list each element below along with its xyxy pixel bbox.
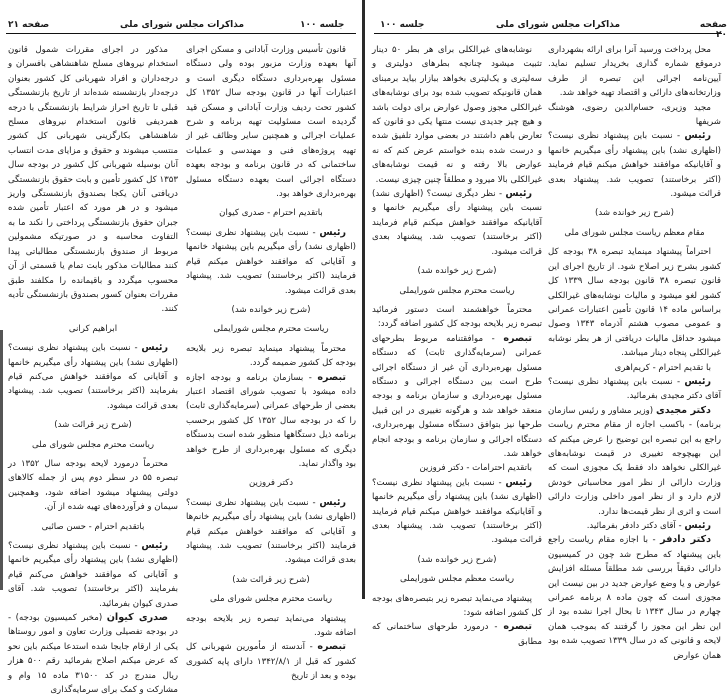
speech-text: - نسبت باین پیشنهاد نظری نیست؟ (اظهاری نشد) باین پیشنهاد رأی میگیریم خانمها و آقایانیکه موافقند خواهش میکنم قیام فرمایند (اکثر برخاستند) تصویب شد. پیشنهاد بعدی قرائت میشود. [548, 131, 721, 200]
centered-heading: ریاست محترم مجلس شورای ملی [32, 439, 154, 450]
speaker-paragraph [548, 129, 721, 201]
speech-text: - بسازمان برنامه و بودجه اجازه داده میشود با تصویب شورای اقتصاد اعتبار بعضی از طرحهای عمرانی (سرمایه‌گذاری ثابت) را که در بودجه سال ۱۳۵۲ کل کشور برحسب برنامه ذیل دستگاهها منظور شده است بدستگاه دیگری که مسئول بهره‌برداری از طرح خواهد بود واگذار نماید. [186, 372, 356, 469]
speech-text: - نسبت باین پیشنهاد نظری نیست؟ (اظهاری نشد) باین پیشنهاد رأی میگیریم خانمها و آقایانی که موافقند خواهش می‌کنم قیام بفرمایند (اکثر برخاستند) تصویب شد. آقای صدری کیوان بفرمائید. [8, 541, 178, 609]
speaker-paragraph [186, 371, 356, 472]
centered-heading: (شرح زیر قرائت شد) [232, 574, 310, 585]
centered-heading: ریاست معظم مجلس شورایملی [399, 574, 514, 585]
paragraph: نوشابه‌های غیرالکلی برای هر بطر ۵۰ دینار تثبیت میشود چنانچه بطرهای دولیتری و سه‌لیتری و یک‌لیتری بخواهد ببازار بیاید برمبنای همان قانونیکه تصویب شده بود برای نوشابه‌های غیرالکلی مجوز وصول عوارض برای دولت باشد و هیچ چیز جدیدی نیست منتها یکی دو قانون که تعارض باهم داشتند در بعضی موارد تلفیق شده و درست شده بنده خواستم عرض کنم که نه عوارض بالا رفته و نه قیمت نوشابه‌های غیرالکلی بالا میرود و مطلقاً چنین چیزی نیست. [372, 45, 542, 185]
speaker-name: رئیس [684, 375, 711, 387]
speaker-paragraph [548, 533, 721, 663]
speaker-name: تبصره [503, 332, 532, 344]
speaker-name: رئیس [319, 496, 346, 508]
speaker-name: دکتر مجیدی [656, 404, 711, 416]
speaker-paragraph [186, 640, 356, 683]
centered-heading: ریاست محترم مجلس شورایملی [399, 285, 515, 296]
speaker-name: تبصره [317, 371, 346, 383]
speaker-paragraph [548, 375, 721, 404]
speaker-paragraph [372, 187, 542, 259]
centered-heading: (شرح زیر خوانده شد) [231, 304, 311, 315]
speech-text: - درمورد طرحهای ساختمانی که مطابق [372, 622, 542, 647]
speech-text: - آقای دکتر دادفر بفرمائید. [586, 521, 685, 531]
paragraph: قانون تأسیس وزارت آبادانی و مسکن اجرای آنها بعهده وزارت مزبور بوده ولی دستگاه مسئول بهره‌برداری دستگاه دیگری است و اعتبارات آنها در قانون بودجه سال ۱۳۵۲ کل کشور تحت ردیف وزارت آبادانی و مسکن قید گردیده است مسئولیت تهیه برنامه و شرح عملیات اجرائی و همچنین سایر وظائف غیر از تهیه پروژه‌های فنی و مهندسی و عملیات ساختمانی که در قانون برنامه و بودجه بعهده دستگاه اجرائی است بعهده دستگاه مسئول بهره‌برداری خواهد بود. [186, 45, 356, 200]
speaker-paragraph [186, 496, 356, 568]
speech-text: - موافقتنامه مربوط بطرحهای عمرانی (سرمایه‌گذاری ثابت) که دستگاه مسئول بهره‌برداری آن غیر از دستگاه اجرائی طرح است بین دستگاه اجرائی و دستگاه مسئول بهره‌برداری و سازمان برنامه و بودجه منعقد خواهد شد و هرگونه تغییری در این قبیل طرحها نیز بتوافق دستگاه مسئول بهره‌برداری، دستگاه اجرائی و سازمان برنامه و بودجه انجام خواهد شد. [372, 333, 542, 459]
speech-text: - نسبت باین پیشنهاد نظری نیست؟ (اظهاری نشد) باین پیشنهاد رأی میگیریم خانمها و آقایانیکه موافقند خواهش میکنم قیام فرمایند (اکثر برخاستند) تصویب شد. پیشنهاد بعدی قرائت میشود. [372, 477, 542, 546]
page-20 [366, 0, 727, 661]
speaker-name: رئیس [684, 520, 711, 531]
speaker-name: رئیس [319, 226, 346, 238]
page-21 [0, 0, 362, 696]
speaker-name: رئیس [505, 188, 532, 200]
paragraph: محترماً خواهشمند است دستور فرمائید تبصره زیر بلایحه بودجه کل کشور اضافه گردد: [372, 304, 542, 330]
speech-text: (وزیر مشاور و رئیس سازمان برنامه) - باکسب اجازه از مقام محترم ریاست راجع به این تبصره این توضیح را عرض میکنم که این بهیچوجه تغییری در قیمت نوشابه‌های غیرالکلی نخواهد داد فقط یک مجوزی است که وزارت دارائی از نظر امور محاسباتی خودش لازم دارد و از نظر امور داخلی وزارت دارائی است و اثری از نظر قیمت‌ها ندارد. [548, 405, 721, 517]
speaker-name: رئیس [505, 476, 532, 488]
paragraph: پیشنهاد می‌نماید تبصره زیر بلایحه بودجه اضافه شود. [186, 613, 356, 639]
running-title: مذاکرات مجلس شورای ملی [120, 20, 245, 30]
speech-text: - نسبت باین پیشنهاد نظری نیست؟ آقای دکتر مجیدی بفرمائید. [548, 376, 721, 402]
paragraph: مجید وزیری، حسام‌الدین رضوی، هوشنگ شریفها [548, 102, 721, 128]
speech-text: - نسبت باین پیشنهاد نظری نیست؟ (اظهاری نشد) باین پیشنهاد رأی میگیریم خانم‌ها و آقایانی که موافقند خواهش میکنم قیام فرمایند (اکثر برخاستند) تصویب شد. پیشنهاد بعدی قرائت میشود. [186, 497, 356, 566]
centered-heading: (شرح زیر خوانده شد) [417, 266, 497, 277]
paragraph: باتقدیم احترامات - دکتر فروزین [419, 463, 532, 474]
centered-heading: ابراهیم کرانی [68, 323, 118, 334]
speaker-name: رئیس [684, 130, 711, 142]
speaker-paragraph [8, 539, 178, 611]
speaker-paragraph [186, 226, 356, 298]
text-column [548, 43, 721, 663]
paragraph: با تقدیم احترام - کریم‌اهری [614, 362, 711, 373]
speaker-paragraph [372, 620, 542, 649]
speaker-name: صدری کیوان [106, 612, 168, 624]
paragraph: محترماً درمورد لایحه بودجه سال ۱۳۵۲ در تبصره ۵۵ در سطر دوم پس از جمله کالاهای دولتی پیشنهاد میشود اضافه شود، وهمچنین سیمان و فرآورده‌های تهیه شده از آن. [8, 458, 178, 513]
running-title: مذاکرات مجلس شورای ملی [496, 20, 621, 30]
speech-text: - نظر دیگری نیست؟ (اظهاری نشد) نسبت باین پیشنهاد رأی میگیریم خانمها و آقایانیکه موافقند خواهش میکنم قیام فرمایند (اکثر برخاستند) تصویب شد. پیشنهاد بعدی قرائت میشود. [372, 189, 542, 257]
text-column [186, 43, 356, 684]
session-number: جلسه ۱۰۰ [300, 20, 345, 30]
speaker-paragraph [372, 476, 542, 548]
speech-text: (مخبر کمیسیون بودجه) - در بودجه تفصیلی وزارت تعاون و امور روستاها یکی از ارقام جابجا شده استدعا میکنم باین نحو که عرض میکنم اصلاح بفرمائید رقم ۵۰۰ هزار ریال مندرج در کد ۳۱۵۰۰ ماده ۱۵ وام و مشارکت و کمک برای سرمایه‌گذاری [8, 613, 179, 696]
centered-heading: ریاست محترم مجلس شورای ملی [210, 594, 332, 605]
centered-heading: (شرح زیر خوانده شد) [595, 208, 674, 219]
centered-heading: (شرح زیر خوانده شد) [417, 554, 497, 565]
header-rule [374, 33, 722, 34]
speaker-name: رئیس [141, 540, 168, 551]
speaker-paragraph [8, 611, 178, 697]
speaker-name: رئیس [141, 342, 168, 354]
centered-heading: باتقدیم احترام - صدری کیوان [219, 208, 323, 219]
page-number: صفحه ۲۰ [699, 20, 727, 40]
paragraph: پیشنهاد می‌نماید تبصره زیر بتبصره‌های بودجه کل کشور اضافه شود: [372, 593, 542, 619]
paragraph: مذکور در اجرای مقررات شمول قانون استخدام نیروهای مسلح شاهنشاهی بافسران و درجه‌داران و افراد شهربانی کل کشور بعنوان درجه‌دار بازنشسته شده‌اند از تاریخ بازنشستگی قبلی تا تاریخ احراز شرایط بازنشستگی با درجه همردیفی قانون استخدام نیروهای مسلح شاهنشاهی بکارگزینی شهربانی کل کشور منتسب میشوند و حقوق و مزایای مدت انتساب آنان بوسیله شهربانی کل کشور در بودجه سال ۱۳۵۳ کل کشور تأمین و بابت حقوق بازنشستگی دریافتی آنان یکجا بصندوق بازنشستگی واریز میشود و در هر مورد که اعتبار تأمین شده جبران حقوق بازنشستگی پرداختی را نکند ما به التفاوت محاسبه و در صورتیکه مشمولین مربوط از صندوق بازنشستگی مطالباتی پیدا کنند مطالبات مذکور بابت تمام یا قسمتی از آن محسوب میگردد و باقیمانده را مکلفند طبق مقررات بعنوان کسور بصندوق بازنشستگی تأدیه کنند. [8, 45, 178, 315]
paragraph: محترماً پیشنهاد مینماید تبصره زیر بلایحه بودجه کل کشور ضمیمه گردد. [186, 343, 356, 369]
speech-text: - با اجازه مقام ریاست راجع باین پیشنهاد که مطرح شد چون در کمیسیون دارائی دقیقاً بررسی شد مطلقاً مسئله افزایش عوارض و یا وضع عوارض جدید در بین نیست این مجوزی است که چون ماده ۸ برنامه عمرانی چهارم در سال ۱۳۴۳ تا بحال اجرا نشده بود از این نظر این مجوز را گرفتند که بموجب همان لایحه و قانونی که در سال ۱۳۳۹ تصویب شده بود همان عوارض [548, 535, 722, 661]
speaker-name: دکتر دادفر [660, 534, 711, 546]
speaker-name: تبصره [317, 641, 346, 653]
paragraph: محل پرداخت ورسید آنرا برای ارائه بشهرداری درموقع شماره گذاری بخریدار تسلیم نماید. آیین‌نامه اجرائی این تبصره از طرف وزارتخانه‌های دارائی و اقتصاد تهیه خواهد شد. [548, 45, 721, 99]
speaker-paragraph [372, 332, 542, 462]
speech-text: - نسبت باین پیشنهاد نظری نیست؟ (اظهاری نشد) رأی میگیریم باین پیشنهاد خانمها و آقایانی که موافقند خواهش میکنم قیام فرمایند (اکثر برخاستند) تصویب شد. پیشنهاد بعدی قرائت میشود. [186, 227, 356, 296]
centered-heading: دکتر فروزین [248, 478, 294, 489]
text-column [372, 43, 542, 649]
speaker-paragraph [8, 341, 178, 413]
speech-text: - نسبت باین پیشنهاد نظری نیست؟ (اظهاری نشد) باین پیشنهاد رأی میگیریم خانمها و آقایانی که موافقند خواهش می‌کنم قیام بفرمایند (اکثر برخاستند) تصویب شد. پیشنهاد بعدی قرائت میشود. [8, 343, 178, 411]
speaker-name: تبصره [503, 621, 532, 633]
speaker-paragraph [548, 404, 721, 519]
speech-text: - آندسته از مأمورین شهربانی کل کشور که قبل از ۱۳۴۲/۸/۱ دارای پایه کشوری بوده و بعد از تاریخ [186, 642, 356, 682]
paragraph: احتراماً پیشنهاد مینماید تبصره ۳۸ بودجه کل کشور بشرح زیر اصلاح شود. از تاریخ اجرای این قانون تبصره ۳۸ قانون بودجه سال ۱۳۳۹ کل کشور لغو میشود و مالیات نوشابه‌های غیرالکلی براساس ماده ۱۴ قانون تأمین اعتبارات عمرانی و عمومی مصوب هشتم آذرماه ۱۳۴۳ وصول میشود حداقل مالیات دریافتی از هر بطر نوشابه غیرالکلی پنجاه دینار میباشد. [548, 247, 722, 359]
centered-heading: ریاست محترم مجلس شورایملی [213, 324, 329, 335]
centered-heading: (شرح زیر قرائت شد) [54, 420, 132, 431]
session-number: جلسه ۱۰۰ [380, 20, 425, 30]
page-gutter [362, 0, 365, 599]
speaker-paragraph [548, 519, 721, 533]
scan-edge [0, 330, 3, 590]
centered-heading: مقام معظم ریاست مجلس شورای ملی [564, 227, 705, 238]
header-rule [6, 33, 356, 34]
centered-heading: باتقدیم احترام - حسن صائبی [41, 521, 145, 532]
page-number: صفحه ۲۱ [8, 20, 50, 30]
